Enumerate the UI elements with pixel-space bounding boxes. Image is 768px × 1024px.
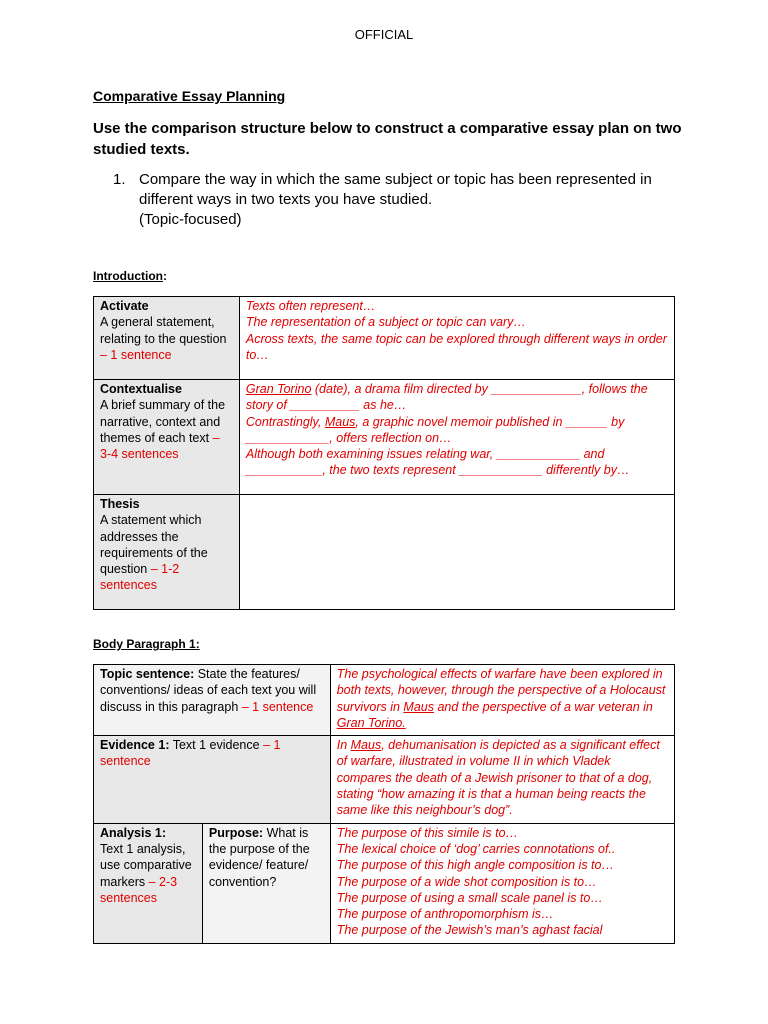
introduction-label: Introduction: [93,269,167,283]
table-row [94,495,675,610]
classification-header: OFFICIAL [354,27,414,42]
table-row [94,823,675,943]
evidence-response: In Maus, dehumanisation is depicted as a significant effect of warfare, illustrated in volume II in which Vladek compares the death of a Jewish prisoner to that of a dog, stating “how amazing it is that a human being reacts the same like this neighbour’s dog”. [330,736,674,823]
row-description: Text 1 evidence [169,738,260,753]
row-description: A brief summary of the narrative, context and themes of each text [100,398,226,445]
row-description: A statement which addresses the requirements of the question [100,513,208,577]
body-paragraph-label: Body Paragraph 1: [93,637,200,651]
question-text: Compare the way in which the same subject or topic has been represented in different ways in two texts you have studied. [139,171,652,208]
row-heading: Analysis 1: [100,825,167,840]
sentence-count: – 1 sentence [238,699,314,714]
prompt-line: Although both examining issues relating war, ____________ and ___________, the two texts represent ____________ differently by… [245,447,630,478]
prompt-line: The purpose of the Jewish’s man’s aghast facial [336,923,603,938]
activate-cell [94,297,240,380]
row-description: Text 1 analysis, use comparative markers [100,841,192,889]
prompt-line: The lexical choice of ‘dog’ carries connotations of.. [336,841,616,856]
activate-prompts [239,297,674,380]
prompt-line: Contrastingly, Maus, a graphic novel memoir published in ______ by ____________, offers reflection on… [245,414,625,445]
analysis-prompts [330,823,674,943]
topic-sentence-response: The psychological effects of warfare have been explored in both texts, however, through the perspective of a Holocaust survivors in Maus and the perspective of a war veteran in Gran Torino. [330,665,674,736]
row-heading: Activate [100,299,149,313]
row-heading: Thesis [100,497,140,511]
prompt-line: Texts often represent… [245,299,376,313]
row-description: State the features/ conventions/ ideas of each text you will discuss in this paragraph [100,667,317,714]
table-row [94,736,675,823]
question-number: 1. [113,171,126,188]
analysis-cell [94,823,203,943]
question-item [113,170,673,230]
sentence-count: – 1-2 sentences [100,562,180,593]
topic-sentence-cell [94,665,331,736]
prompt-line: The purpose of anthropomorphism is… [336,907,554,922]
prompt-line: Gran Torino (date), a drama film directed by _____________, follows the story of __________ as he… [245,382,648,413]
row-description: A general statement, relating to the question [100,315,227,346]
table-row [94,380,675,495]
sentence-count: – 1 sentence [100,347,172,362]
introduction-table [93,296,675,610]
table-row [94,297,675,380]
purpose-heading: Purpose: [208,825,264,840]
thesis-response-field[interactable] [239,495,674,610]
question-focus: (Topic-focused) [139,211,242,228]
prompt-line: The purpose of a wide shot composition is to… [336,874,597,889]
prompt-line: The purpose of this high angle composition is to… [336,858,614,873]
row-heading: Evidence 1: [100,738,170,753]
page-title: Comparative Essay Planning [93,88,286,104]
row-heading: Contextualise [100,382,182,396]
table-row [94,665,675,736]
prompt-line: The purpose of this simile is to… [336,825,519,840]
sentence-count: – 2-3 sentences [100,874,178,905]
prompt-line: The representation of a subject or topic can vary… [245,315,526,330]
prompt-line: Across texts, the same topic can be explored through different ways in order to… [245,331,667,362]
evidence-cell [94,736,331,823]
instruction-text: Use the comparison structure below to construct a comparative essay plan on two studied texts. [93,120,682,158]
body-paragraph-table [93,664,675,944]
contextualise-cell [94,380,240,495]
purpose-description: What is the purpose of the evidence/ feature/ convention? [208,825,310,889]
thesis-cell [94,495,240,610]
row-heading: Topic sentence: [100,667,195,681]
sentence-count: – 3-4 sentences [100,430,220,462]
prompt-line: The purpose of using a small scale panel is to… [336,890,603,905]
contextualise-prompts [239,380,674,495]
purpose-cell [202,823,330,943]
sentence-count: – 1 sentence [100,738,281,769]
